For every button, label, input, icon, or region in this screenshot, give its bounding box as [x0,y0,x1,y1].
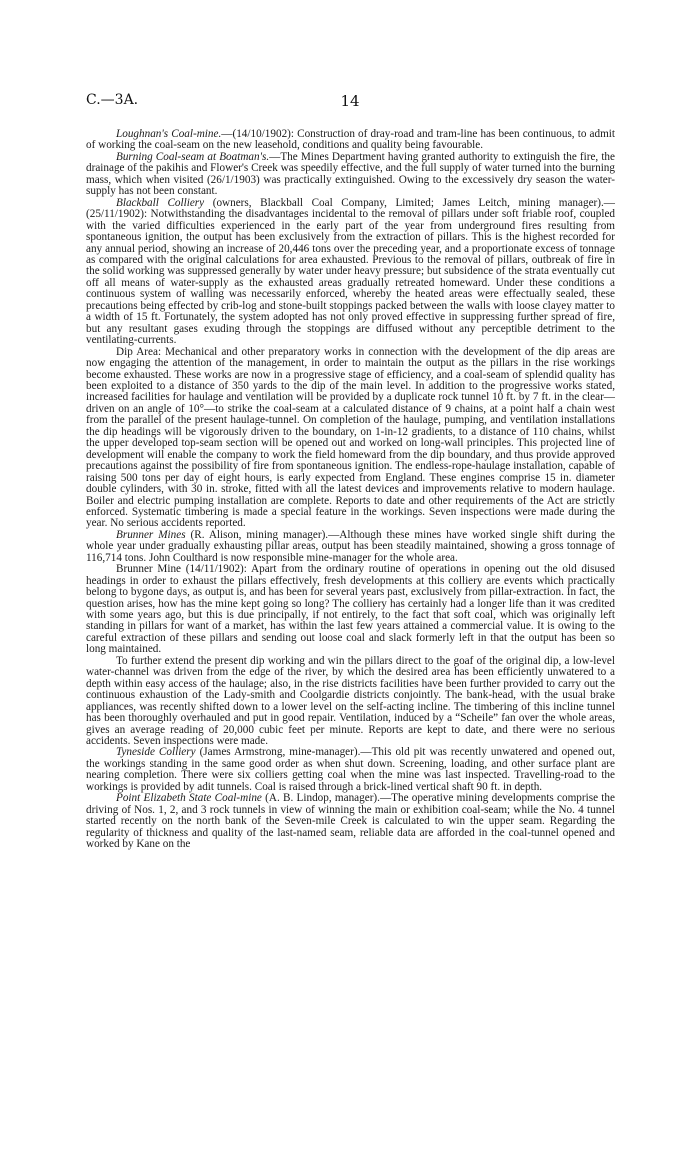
paragraph-heading: Loughnan's Coal-mine. [116,128,222,140]
paragraph-text: (A. B. Lindop, manager).—The operative mining developments comprise the driving of Nos. 1, 2, and 3 rock tunnels in view of winning the main or exhibition coal-seam; while the No. 4 tunnel started recently on the north bank of the Seven-mile Creek is calculated to win the upper seam. Regarding the regularity of thickness and quality of the last-named seam, reliable data are afforded in the coal-tunnel opened and worked by Kane on the [86,792,615,851]
paragraph-heading: Brunner Mines [116,528,186,541]
paragraph-heading: Point Elizabeth State Coal-mine [116,792,262,805]
paragraph-heading: Blackball Colliery [116,196,205,209]
body-text [86,129,615,851]
paragraph-text: —(14/10/1902): Construction of dray-road and tram-line has been continuous, to admit of working the coal-seam on the new leasehold, conditions and quality being favourable. [86,128,616,152]
paragraph-text: (R. Alison, mining manager).—Although these mines have worked single shift during the whole year under gradually exhausting pillar areas, output has been steadily maintained, showing a gross tonnage of 116,714 tons. John Coulthard is now responsible mine-manager for the whole area. [86,528,615,564]
paragraph-dip-working [86,656,615,748]
paragraph-brunner-mine [86,564,615,656]
paragraph-text: To further extend the present dip working and win the pillars direct to the goaf of the original dip, a low-level water-channel was driven from the edge of the river, by which the desired area has been efficiently unwatered to a depth within easy access of the haulage; also, in the rise districts facilities have been further provided to carry out the continuous exhaustion of the Lady-smith and Coolgardie districts conjointly. The bank-head, with the usual brake appliances, was recently shifted down to a lower level on the self-acting incline. The timbering of this incline tunnel has been thoroughly overhauled and put in good repair. Ventilation, induced by a “Scheile” fan over the whole areas, gives an average reading of 20,000 cubic feet per minute. Reports are kept to date, and there were no serious accidents. Seven inspections were made. [86,654,615,748]
paragraph-heading: Burning Coal-seam at Boatman's. [116,150,270,163]
paragraph-burning-seam [86,152,615,198]
page-header [86,92,614,112]
document-reference: C.—3A. [86,92,139,108]
paragraph-brunner-mines [86,530,615,564]
page-number: 14 [340,92,360,110]
paragraph-text: (owners, Blackball Coal Company, Limited; James Leitch, mining manager).—(25/11/1902): Notwithstanding the disadvantages incidental to the removal of pillars under soft friable roof, coupled with the varied difficulties experienced in the early part of the year from underground fires resulting from spontaneous ignition, the output has been exclusively from the extraction of pillars. This is the highest recorded for any annual period, showing an increase of 20,446 tons over the preceding year, and a proportionate excess of tonnage as compared with the original calculations for area exhausted. Previous to the removal of pillars, outbreak of fire in the solid working was suppressed generally by water under heavy pressure; but subsidence of the strata eventually cut off all means of water-supply as the exhausted areas gradually retreated homeward. Under these conditions a continuous system of walling was necessarily enforced, whereby the heated areas were effectually sealed, these precautions being effected by crib-log and stone-built stoppings packed between the walls with loose clayey matter to a width of 15 ft. Fortunately, the system adopted has not only proved effective in suppressing further spread of fire, but any resultant gases exuding through the stoppings are diffused without any perceptible detriment to the ventilating-currents. [86,196,615,347]
paragraph-text: Brunner Mine (14/11/1902): Apart from the ordinary routine of operations in opening out the old disused headings in order to exhaust the pillars effectively, fresh developments at this colliery are events which practically belong to bygone days, as output is, and has been for several years past, exclusively from pillar-extraction. In fact, the question arises, how has the mine kept going so long? The colliery has certainly had a longer life than it was credited with some years ago, but this is due principally, if not entirely, to the fact that soft coal, which was originally left standing in pillars for want of a market, has within the last few years attained a commercial value. It is owing to the careful extraction of these pillars and sending out loose coal and slack formerly left in that the output has been so long maintained. [86,563,615,656]
paragraph-text: Dip Area: Mechanical and other preparatory works in connection with the development of the dip areas are now engaging the attention of the management, in order to maintain the output as the pillars in the rise workings become exhausted. These works are now in a progressive stage of efficiency, and a coal-seam of splendid quality has been exploited to a distance of 350 yards to the dip of the main level. In addition to the progressive works stated, increased facilities for haulage and ventilation will be provided by a duplicate rock tunnel 10 ft. by 7 ft. in the clear—driven on an angle of 10°—to strike the coal-seam at a calculated distance of 9 chains, at a point half a chain west from the parallel of the present haulage-tunnel. On completion of the haulage, pumping, and ventilation installations the dip headings will be vigorously driven to the boundary, on 1-in-12 gradients, to a distance of 110 chains, whilst the upper developed top-seam section will be opened out and worked on long-wall principles. This projected line of development will enable the company to work the field homeward from the dip boundary, and thus provide approved precautions against the possibility of fire from spontaneous ignition. The endless-rope-haulage installation, capable of raising 500 tons per day of eight hours, is early expected from England. These engines comprise 15 in. diameter double cylinders, with 30 in. stroke, fitted with all the latest devices and improvements relative to modern haulage. Boiler and electric pumping installation are complete. Reports to date and other requirements of the Act are strictly enforced. Systematic timbering is made a special feature in the workings. Seven inspections were made during the year. No serious accidents reported. [86,345,615,530]
paragraph-point-elizabeth [86,793,615,850]
paragraph-tyneside [86,747,615,793]
paragraph-dip-area [86,347,615,530]
paragraph-loughnans [86,129,615,152]
paragraph-text: —The Mines Department having granted authority to extinguish the fire, the drainage of the pakihis and Flower's Creek was speedily effective, and the full supply of water turned into the burning mass, which when visited (26/1/1903) was practically extinguished. Owing to the excessively dry season the water-supply has not been constant. [86,150,615,198]
paragraph-text: (James Armstrong, mine-manager).—This old pit was recently unwatered and opened out, the workings standing in the same good order as when shut down. Screening, loading, and other surface plant are nearing completion. There were six colliers getting coal when the mine was last inspected. Travelling-road to the workings is provided by adit tunnels. Coal is raised through a brick-lined vertical shaft 90 ft. in depth. [86,746,615,793]
paragraph-heading: Tyneside Colliery [116,746,196,759]
paragraph-blackball [86,198,615,347]
